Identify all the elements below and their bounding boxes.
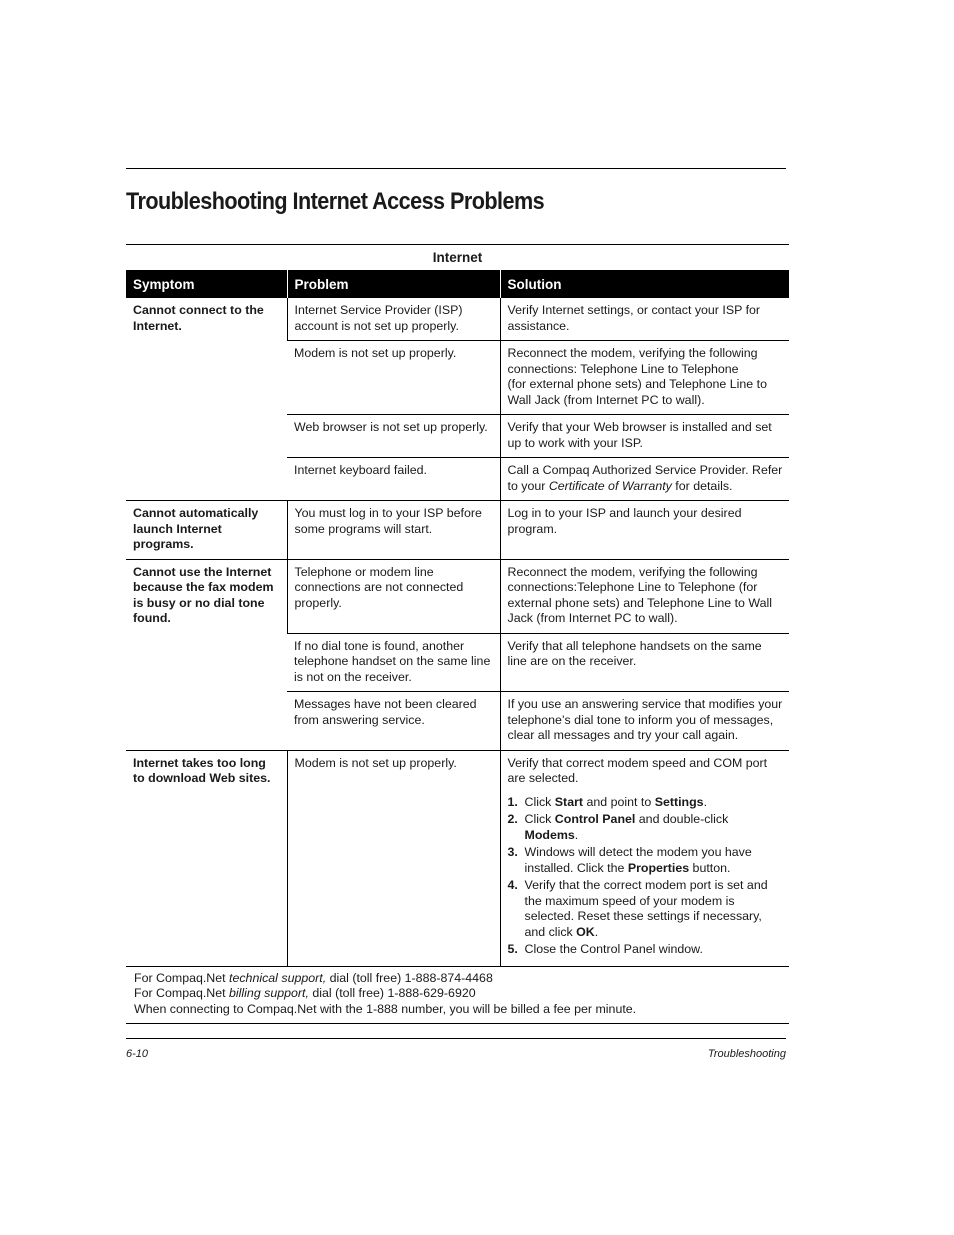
step-ui-term: Properties (627, 860, 690, 875)
step-text: button. (689, 860, 731, 875)
table-caption: Internet (432, 250, 483, 265)
note-text: dial (toll free) 1-888-874-4468 (326, 970, 493, 985)
step-number: 4. (507, 878, 518, 892)
header-rule (126, 168, 786, 169)
note-text: For Compaq.Net (134, 970, 230, 985)
note-emphasis: technical support, (229, 970, 327, 985)
note-text: When connecting to Compaq.Net with the 1-888 number, you will be billed a fee per minute. (134, 1002, 637, 1017)
column-header-symptom: Symptom (126, 270, 287, 298)
support-note (134, 986, 789, 1002)
solution-steps (508, 795, 784, 958)
problem-cell: Web browser is not set up properly. (287, 415, 500, 458)
solution-text: Call a Compaq Authorized Service Provider. Refer to your (507, 463, 783, 493)
step-ui-term: Control Panel (554, 812, 636, 826)
column-header-problem: Problem (287, 270, 500, 298)
solution-cell: If you use an answering service that modifies your telephone’s dial tone to inform you of messages, clear all messages and try your call again. (500, 692, 789, 751)
support-note (134, 971, 789, 987)
billing-note (134, 1002, 789, 1018)
note-emphasis: billing support, (229, 986, 309, 1001)
list-item (508, 942, 784, 958)
step-ui-term: Modems (524, 827, 575, 842)
solution-cell (500, 458, 789, 501)
step-number: 1. (507, 794, 518, 809)
solution-cell: Reconnect the modem, verifying the following connections:Telephone Line to Telephone (for external phone sets) and Telephone Line to Wall Jack (from Internet PC to wall). (500, 559, 789, 633)
symptom-cell: Cannot use the Internet because the fax modem is busy or no dial tone found. (126, 559, 287, 750)
warranty-reference: Certificate of Warranty (548, 478, 672, 493)
problem-cell: Telephone or modem line connections are not connected properly. (287, 559, 500, 633)
problem-cell: Internet keyboard failed. (287, 458, 500, 501)
symptom-cell: Internet takes too long to download Web sites. (126, 750, 287, 966)
note-text: For Compaq.Net (134, 986, 230, 1001)
problem-cell: Modem is not set up properly. (287, 341, 500, 415)
list-item (508, 795, 784, 811)
table-header-row (126, 270, 789, 298)
footer-rule (126, 1038, 786, 1039)
section-name: Troubleshooting (707, 1048, 786, 1060)
note-text: dial (toll free) 1-888-629-6920 (308, 986, 476, 1001)
table-row (126, 298, 789, 341)
solution-cell: Verify Internet settings, or contact your ISP for assistance. (500, 298, 789, 341)
page-title: Troubleshooting Internet Access Problems (126, 188, 545, 215)
table-row (126, 750, 789, 966)
step-text: . (574, 827, 579, 842)
step-text: . (594, 924, 599, 939)
solution-text: Verify that correct modem speed and COM port are selected. (507, 755, 768, 785)
table-row (126, 559, 789, 633)
solution-cell (500, 341, 789, 415)
list-item (508, 812, 784, 843)
table-row (126, 501, 789, 560)
list-item (508, 878, 784, 940)
problem-cell: If no dial tone is found, another telephone handset on the same line is not on the receiver. (287, 633, 500, 692)
step-text: and point to (583, 794, 655, 809)
solution-cell: Log in to your ISP and launch your desired program. (500, 501, 789, 560)
troubleshooting-table-block (126, 244, 789, 1024)
step-ui-term: Start (554, 794, 584, 809)
troubleshooting-table (126, 270, 789, 967)
solution-cell (500, 750, 789, 966)
problem-cell: Messages have not been cleared from answering service. (287, 692, 500, 751)
step-ui-term: Settings (654, 794, 704, 809)
step-text: . (703, 794, 708, 809)
step-text: Windows will detect the modem you have installed. Click the (524, 845, 752, 875)
table-notes (126, 967, 789, 1024)
step-number: 2. (507, 812, 518, 826)
symptom-cell: Cannot automatically launch Internet programs. (126, 501, 287, 560)
solution-text: for details. (671, 478, 733, 493)
step-text: Click (524, 794, 555, 809)
column-header-solution: Solution (500, 270, 789, 298)
solution-text: Reconnect the modem, verifying the following connections: Telephone Line to Telephone (507, 346, 758, 376)
problem-cell: You must log in to your ISP before some programs will start. (287, 501, 500, 560)
step-text: Close the Control Panel window. (524, 942, 703, 956)
step-text: Verify that the correct modem port is set and the maximum speed of your modem is selected. Reset these settings if necessary, and click (524, 878, 768, 939)
symptom-cell: Cannot connect to the Internet. (126, 298, 287, 501)
solution-cell: Verify that all telephone handsets on the same line are on the receiver. (500, 633, 789, 692)
step-ui-term: OK (576, 924, 595, 939)
solution-cell: Verify that your Web browser is installed and set up to work with your ISP. (500, 415, 789, 458)
solution-text: (for external phone sets) and Telephone Line to Wall Jack (from Internet PC to wall). (507, 377, 767, 407)
problem-cell: Modem is not set up properly. (287, 750, 500, 966)
problem-cell: Internet Service Provider (ISP) account is not set up properly. (287, 298, 500, 341)
step-text: Click (524, 812, 555, 826)
page-number: 6-10 (126, 1048, 149, 1060)
step-number: 5. (507, 942, 518, 956)
step-number: 3. (507, 845, 518, 859)
step-text: and double-click (635, 812, 729, 826)
list-item (508, 845, 784, 876)
